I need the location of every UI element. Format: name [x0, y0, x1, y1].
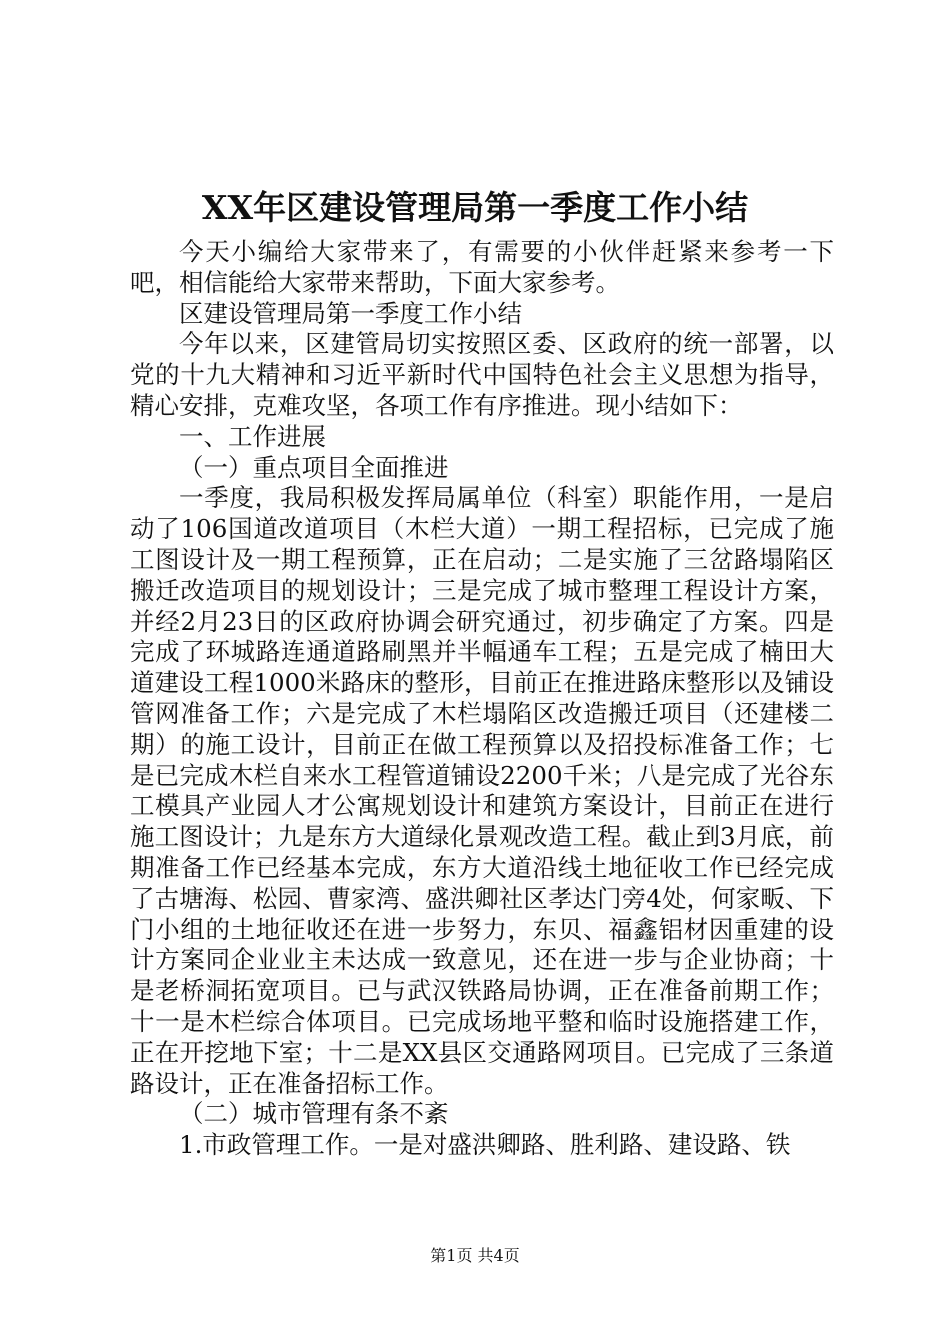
subsection-heading: （一）重点项目全面推进	[179, 452, 449, 482]
intro-paragraph: 今天小编给大家带来了，有需要的小伙伴赶紧来参考一下吧，相信能给大家带来帮助，下面大家参考。	[130, 237, 834, 297]
municipal-paragraph: 1.市政管理工作。一是对盛洪卿路、胜利路、建设路、铁	[179, 1130, 791, 1160]
projects-paragraph: 一季度，我局积极发挥局属单位（科室）职能作用，一是启动了106国道改道项目（木栏大道）一期工程招标，已完成了施工图设计及一期工程预算，正在启动；二是实施了三岔路塌陷区搬迁改造项目的规划设计；三是完成了城市整理工程设计方案，并经2月23日的区政府协调会研究通过，初步确定了方案。四是完成了环城路连通道路刷黑并半幅通车工程；五是完成了楠田大道建设工程1000米路床的整形，目前正在推进路床整形以及铺设管网准备工作；六是完成了木栏塌陷区改造搬迁项目（还建楼二期）的施工设计，目前正在做工程预算以及招投标准备工作；七是已完成木栏自来水工程管道铺设2200千米；八是完成了光谷东工模具产业园人才公寓规划设计和建筑方案设计，目前正在进行施工图设计；九是东方大道绿化景观改造工程。截止到3月底，前期准备工作已经基本完成，东方大道沿线土地征收工作已经完成了古塘海、松园、曹家湾、盛洪卿社区孝达门旁4处，何家畈、下门小组的土地征收还在进一步努力，东贝、福鑫铝材因重建的设计方案同企业业主未达成一致意见，还在进一步与企业协商；十是老桥洞拓宽项目。已与武汉铁路局协调，正在准备前期工作；十一是木栏综合体项目。已完成场地平整和临时设施搭建工作，正在开挖地下室；十二是XX县区交通路网项目。已完成了三条道路设计，正在准备招标工作。	[130, 483, 834, 1098]
section-heading: 一、工作进展	[179, 421, 326, 451]
document-title: XX年区建设管理局第一季度工作小结	[201, 188, 749, 227]
page-footer: 第1页 共4页	[430, 1246, 520, 1265]
subtitle-paragraph: 区建设管理局第一季度工作小结	[179, 298, 522, 328]
document-body	[130, 237, 834, 1161]
overview-paragraph: 今年以来，区建管局切实按照区委、区政府的统一部署，以党的十九大精神和习近平新时代中国特色社会主义思想为指导，精心安排，克难攻坚，各项工作有序推进。现小结如下：	[130, 329, 834, 420]
subsection-heading: （二）城市管理有条不紊	[179, 1099, 449, 1129]
